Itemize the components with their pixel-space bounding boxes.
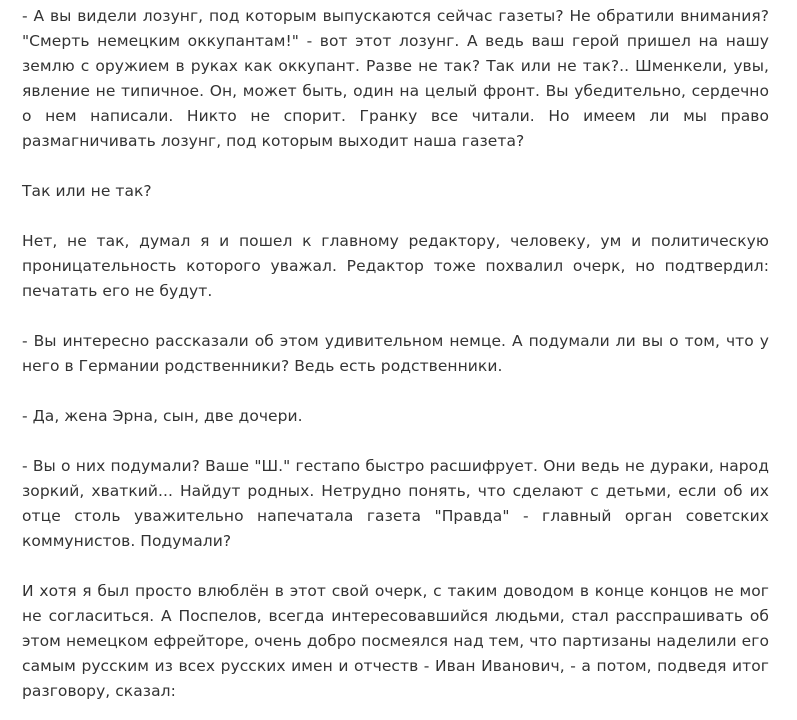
paragraph-editor: Нет, не так, думал я и пошел к главному редактору, человеку, ум и политическую проницательность которого уважал. Редактор тоже похвалил очерк, но подтвердил: печатать его не будут. [22, 232, 769, 300]
paragraph-question: Так или не так? [22, 182, 152, 200]
paragraph-gestapo: - Вы о них подумали? Ваше "Ш." гестапо быстро расшифрует. Они ведь не дураки, народ зоркий, хваткий... Найдут родных. Нетрудно понять, что сделают с детьми, если об их отце столь уважительно напечатала газета "Правда" - главный орган советских коммунистов. Подумали? [22, 457, 769, 550]
paragraph-family: - Да, жена Эрна, сын, две дочери. [22, 407, 303, 425]
paragraph-relatives: - Вы интересно рассказали об этом удивительном немце. А подумали ли вы о том, что у него в Германии родственники? Ведь есть родственники. [22, 332, 769, 375]
paragraph-slogan: - А вы видели лозунг, под которым выпускаются сейчас газеты? Не обратили внимания? "Смерть немецким оккупантам!" - вот этот лозунг. А ведь ваш герой пришел на нашу землю с оружием в руках как оккупант. Разве не так? Так или не так?.. Шменкели, увы, явление не типичное. Он, может быть, один на целый фронт. Вы убедительно, сердечно о нем написали. Никто не спорит. Гранку все читали. Но имеем ли мы право размагничивать лозунг, под которым выходит наша газета? [22, 7, 769, 150]
paragraph-pospelov: И хотя я был просто влюблён в этот свой очерк, с таким доводом в конце концов не мог не согласиться. А Поспелов, всегда интересовавшийся людьми, стал расспрашивать об этом немецком ефрейторе, очень добро посмеялся над тем, что партизаны наделили его самым русским из всех русских имен и отчеств - Иван Иванович, - а потом, подведя итог разговору, сказал: [22, 582, 769, 700]
